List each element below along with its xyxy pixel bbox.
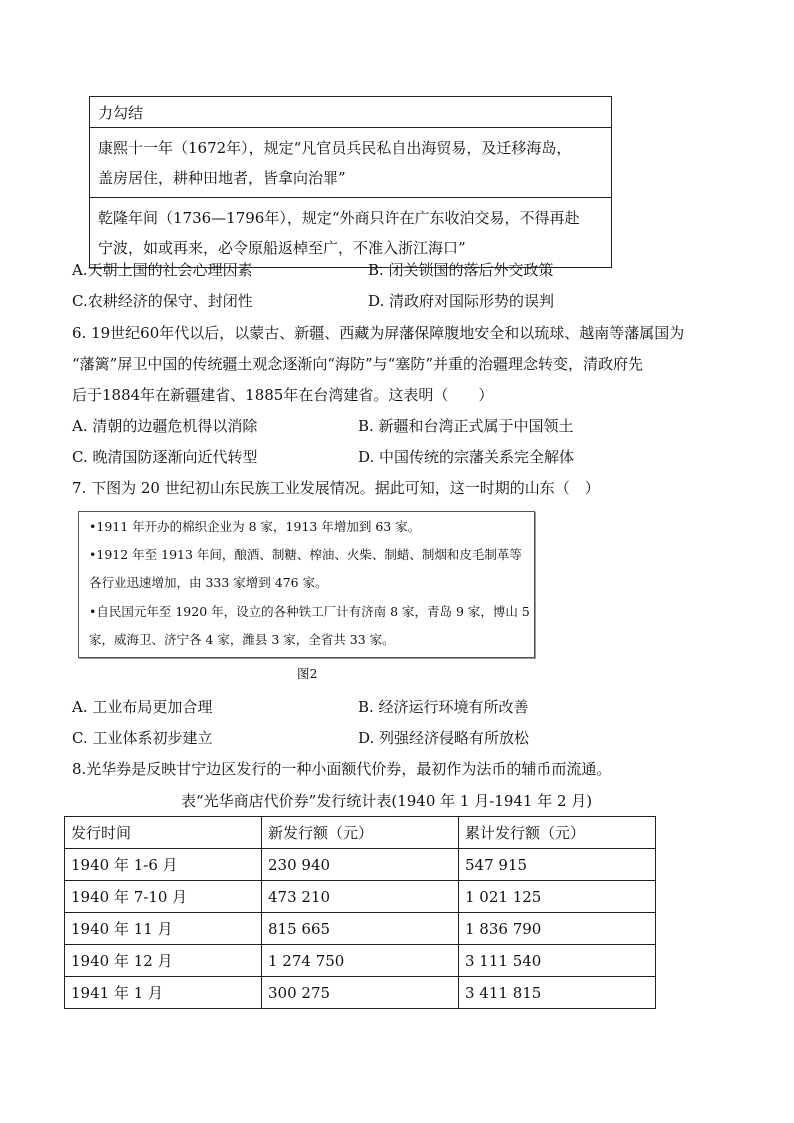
q8-table-title: 表“光华商店代价券”发行统计表(1940 年 1 月-1941 年 2 月) (181, 792, 593, 810)
cell-new: 473 210 (262, 881, 459, 913)
q7-fig-line3: 各行业迅速增加，由 333 家增到 476 家。 (89, 575, 328, 590)
q5-option-a: A.天朝上国的社会心理因素 (72, 261, 253, 279)
cell-time: 1940 年 1-6 月 (65, 849, 262, 881)
q7-option-a: A. 工业布局更加合理 (72, 698, 213, 716)
header-cell-cumulative: 累计发行额（元） (459, 817, 656, 849)
q5-source-table (89, 96, 612, 268)
q6-option-d: D. 中国传统的宗藩关系完全解体 (358, 448, 575, 466)
q7-figure-caption: 图2 (297, 666, 318, 681)
cell-cumulative: 3 411 815 (459, 977, 656, 1009)
table-row (65, 913, 656, 945)
q7-fig-line5: 家，威海卫、济宁各 4 家，潍县 3 家，全省共 33 家。 (89, 632, 395, 647)
q6-option-c: C. 晚清国防逐渐向近代转型 (72, 448, 258, 466)
cell-new: 1 274 750 (262, 945, 459, 977)
table-header-row (65, 817, 656, 849)
q5-option-c: C.农耕经济的保守、封闭性 (72, 292, 253, 310)
q7-option-c: C. 工业体系初步建立 (72, 729, 213, 747)
q7-fig-line2: •1912 年至 1913 年间，酿酒、制糖、榨油、火柴、制蜡、制烟和皮毛制革等 (89, 547, 522, 562)
q5-table-header-text: 力勾结 (98, 104, 144, 122)
q7-option-b: B. 经济运行环境有所改善 (358, 698, 529, 716)
q5-table-header (90, 97, 611, 127)
q7-figure-box (78, 511, 535, 658)
header-cell-time: 发行时间 (65, 817, 262, 849)
q6-stem-line3: 后于1884年在新疆建省、1885年在台湾建省。这表明（ ） (72, 386, 494, 404)
cell-time: 1941 年 1 月 (65, 977, 262, 1009)
q8-stats-table (64, 816, 656, 1009)
cell-time: 1940 年 12 月 (65, 945, 262, 977)
q5-row2-line2: 宁波，如或再来，必令原船返棹至广，不准入浙江海口” (98, 239, 466, 257)
table-row (65, 849, 656, 881)
table-row (65, 945, 656, 977)
cell-time: 1940 年 7-10 月 (65, 881, 262, 913)
cell-cumulative: 1 836 790 (459, 913, 656, 945)
q6-stem-line1: 6. 19世纪60年代以后，以蒙古、新疆、西藏为屏藩保障腹地安全和以琉球、越南等藩属国为 (72, 324, 685, 342)
q6-stem-line2: “藩篱”屏卫中国的传统疆土观念逐渐向“海防”与“塞防”并重的治疆理念转变，清政府先 (72, 355, 644, 373)
cell-cumulative: 1 021 125 (459, 881, 656, 913)
cell-time: 1940 年 11 月 (65, 913, 262, 945)
q7-stem: 7. 下图为 20 世纪初山东民族工业发展情况。据此可知，这一时期的山东（ ） (72, 479, 600, 497)
q7-fig-line1: •1911 年开办的棉织企业为 8 家，1913 年增加到 63 家。 (89, 519, 421, 534)
cell-new: 230 940 (262, 849, 459, 881)
table-row (65, 977, 656, 1009)
q5-row1-line2: 盖房居住，耕种田地者，皆拿向治罪” (98, 169, 346, 187)
q6-option-a: A. 清朝的边疆危机得以消除 (72, 417, 258, 435)
q5-table-row-kangxi (90, 127, 611, 197)
header-cell-new: 新发行额（元） (262, 817, 459, 849)
q6-option-b: B. 新疆和台湾正式属于中国领土 (358, 417, 574, 435)
q8-stem: 8.光华券是反映甘宁边区发行的一种小面额代价券，最初作为法币的辅币而流通。 (72, 760, 612, 778)
q5-option-b: B. 闭关锁国的落后外交政策 (368, 261, 554, 279)
q5-option-d: D. 清政府对国际形势的误判 (368, 292, 555, 310)
q5-table-row-qianlong (90, 197, 611, 267)
table-row (65, 881, 656, 913)
q5-row2-line1: 乾隆年间（1736—1796年），规定“外商只许在广东收泊交易，不得再赴 (98, 209, 580, 227)
q7-fig-line4: •自民国元年至 1920 年，设立的各种铁工厂计有济南 8 家，青岛 9 家，博山 5 (89, 604, 530, 619)
q5-row1-line1: 康熙十一年（1672年），规定“凡官员兵民私自出海贸易，及迁移海岛， (98, 139, 572, 157)
cell-cumulative: 3 111 540 (459, 945, 656, 977)
cell-cumulative: 547 915 (459, 849, 656, 881)
cell-new: 815 665 (262, 913, 459, 945)
q7-option-d: D. 列强经济侵略有所放松 (358, 729, 530, 747)
cell-new: 300 275 (262, 977, 459, 1009)
